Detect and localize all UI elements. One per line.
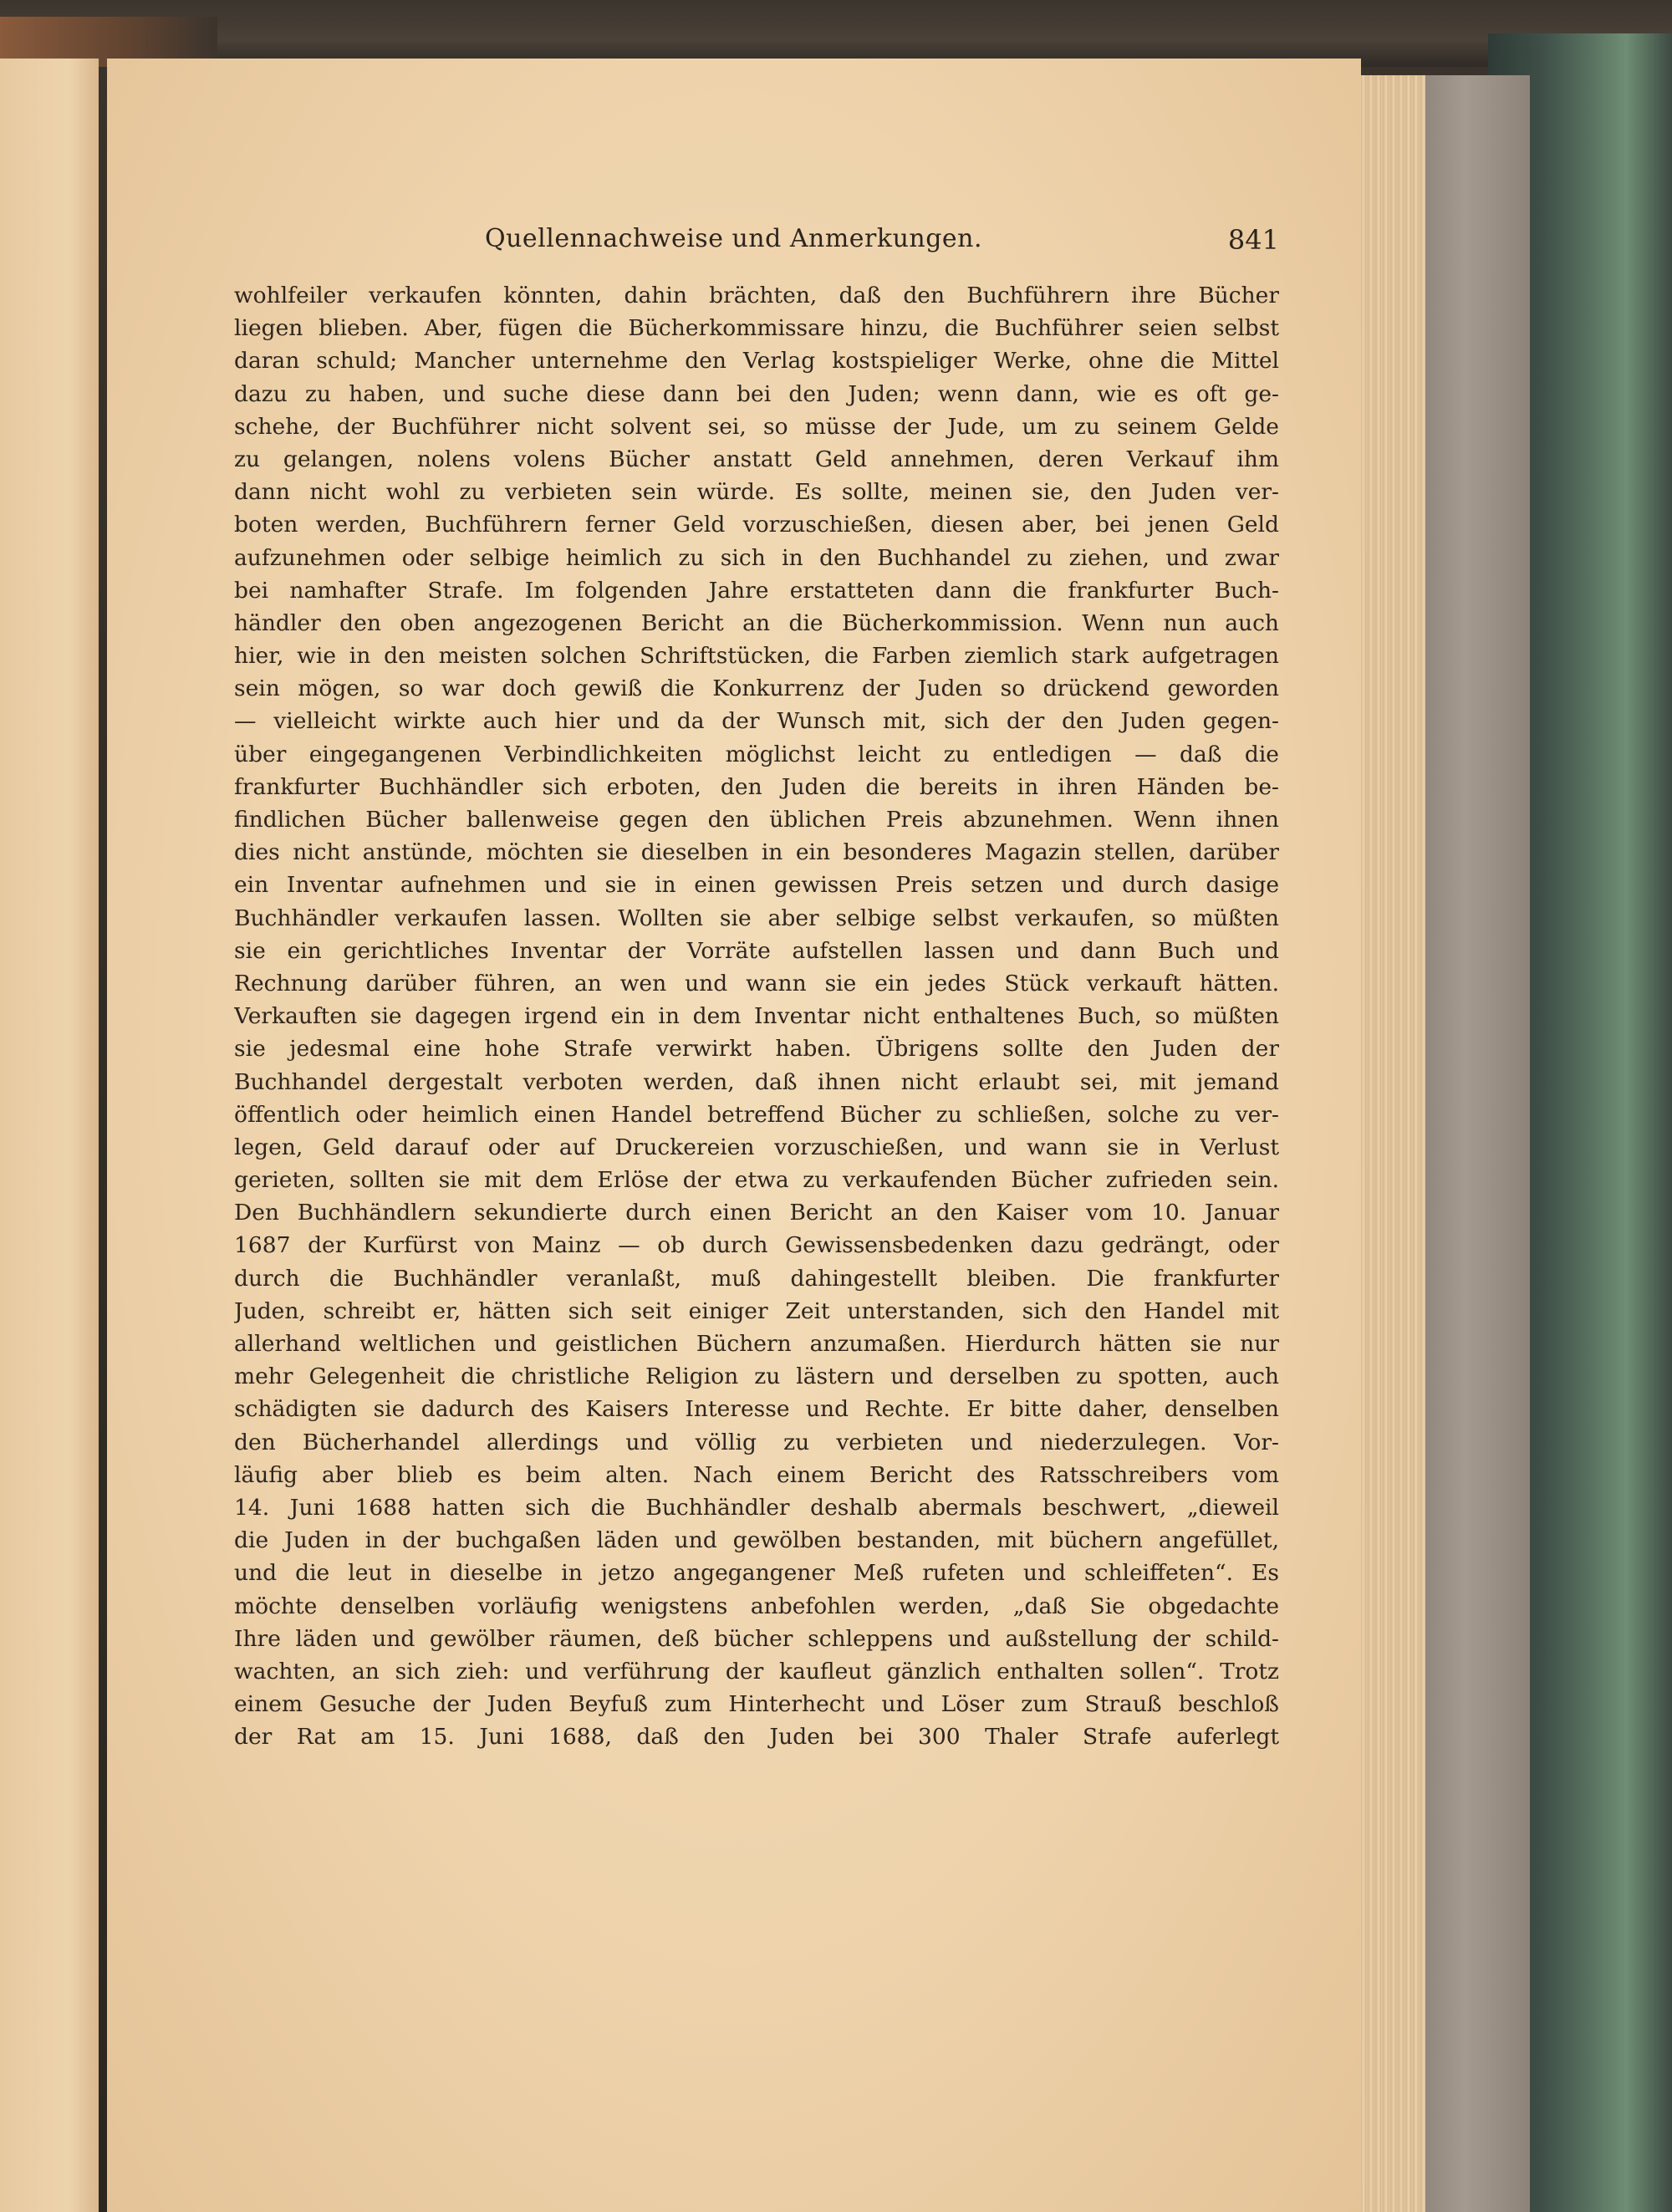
text-line: schehe, der Buchführer nicht solvent sei, so müsse der Jude, um zu seinem Gelde: [234, 413, 1279, 440]
text-line: bei namhafter Strafe. Im folgenden Jahre erstatteten dann die frankfurter Buch-: [234, 577, 1279, 604]
text-line: die Juden in der buchgaßen läden und gewölben bestanden, mit büchern angefüllet,: [234, 1527, 1279, 1554]
text-line: dazu zu haben, und suche diese dann bei den Juden; wenn dann, wie es oft ge-: [234, 380, 1279, 407]
book-page: [107, 59, 1361, 2212]
text-line: gerieten, sollten sie mit dem Erlöse der etwa zu verkaufenden Bücher zufrieden sein.: [234, 1167, 1279, 1194]
text-line: einem Gesuche der Juden Beyfuß zum Hinterhecht und Löser zum Strauß beschloß: [234, 1691, 1279, 1718]
text-line: läufig aber blieb es beim alten. Nach einem Bericht des Ratsschreibers vom: [234, 1461, 1279, 1488]
text-line: Den Buchhändlern sekundierte durch einen Bericht an den Kaiser vom 10. Januar: [234, 1200, 1279, 1226]
text-line: legen, Geld darauf oder auf Druckereien vorzuschießen, und wann sie in Verlust: [234, 1134, 1279, 1160]
text-line: der Rat am 15. Juni 1688, daß den Juden bei 300 Thaler Strafe auferlegt: [234, 1724, 1279, 1751]
page-number: 841: [1227, 224, 1279, 256]
page-content: [234, 224, 1279, 1753]
text-line: händler den oben angezogenen Bericht an die Bücherkommission. Wenn nun auch: [234, 609, 1279, 636]
text-line: sie jedesmal eine hohe Strafe verwirkt haben. Übrigens sollte den Juden der: [234, 1036, 1279, 1063]
text-line: möchte denselben vorläufig wenigstens anbefohlen werden, „daß Sie obgedachte: [234, 1593, 1279, 1619]
text-line: sein mögen, so war doch gewiß die Konkurrenz der Juden so drückend geworden: [234, 675, 1279, 702]
text-line: schädigten sie dadurch des Kaisers Interesse und Rechte. Er bitte daher, denselben: [234, 1396, 1279, 1423]
binding-top: [0, 0, 1672, 67]
text-line: hier, wie in den meisten solchen Schriftstücken, die Farben ziemlich stark aufgetragen: [234, 643, 1279, 670]
text-line: Juden, schreibt er, hätten sich seit einiger Zeit unterstanden, sich den Handel mit: [234, 1297, 1279, 1324]
text-line: 1687 der Kurfürst von Mainz — ob durch Gewissensbedenken dazu gedrängt, oder: [234, 1232, 1279, 1259]
text-line: Verkauften sie dagegen irgend ein in dem Inventar nicht enthaltenes Buch, so müßten: [234, 1003, 1279, 1030]
text-line: aufzunehmen oder selbige heimlich zu sich in den Buchhandel zu ziehen, und zwar: [234, 544, 1279, 571]
body-text: [234, 279, 1279, 1753]
text-line: findlichen Bücher ballenweise gegen den üblichen Preis abzunehmen. Wenn ihnen: [234, 807, 1279, 833]
text-line: Buchhandel dergestalt verboten werden, daß ihnen nicht erlaubt sei, mit jemand: [234, 1068, 1279, 1095]
text-line: sie ein gerichtliches Inventar der Vorräte aufstellen lassen und dann Buch und: [234, 937, 1279, 964]
text-line: dies nicht anstünde, möchten sie dieselben in ein besonderes Magazin stellen, darüber: [234, 839, 1279, 866]
text-line: und die leut in dieselbe in jetzo angegangener Meß rufeten und schleiffeten“. Es: [234, 1560, 1279, 1587]
text-line: allerhand weltlichen und geistlichen Büchern anzumaßen. Hierdurch hätten sie nur: [234, 1331, 1279, 1357]
running-head: [234, 224, 1279, 266]
text-line: Rechnung darüber führen, an wen und wann sie ein jedes Stück verkauft hätten.: [234, 970, 1279, 996]
endpaper-edge: [1421, 75, 1530, 2212]
text-line: zu gelangen, nolens volens Bücher anstatt Geld annehmen, deren Verkauf ihm: [234, 446, 1279, 472]
text-line: Ihre läden und gewölber räumen, deß bücher schleppens und außstellung der schild-: [234, 1625, 1279, 1652]
left-page-edge: [0, 59, 99, 2212]
text-line: den Bücherhandel allerdings und völlig zu verbieten und niederzulegen. Vor-: [234, 1429, 1279, 1455]
text-line: wohlfeiler verkaufen könnten, dahin brächten, daß den Buchführern ihre Bücher: [234, 283, 1279, 308]
text-line: frankfurter Buchhändler sich erboten, den Juden die bereits in ihren Händen be-: [234, 773, 1279, 800]
text-line: über eingegangenen Verbindlichkeiten möglichst leicht zu entledigen — daß die: [234, 741, 1279, 767]
text-line: ein Inventar aufnehmen und sie in einen gewissen Preis setzen und durch dasige: [234, 872, 1279, 899]
page-stack-edge: [1358, 75, 1425, 2212]
text-line: liegen blieben. Aber, fügen die Bücherkommissare hinzu, die Buchführer seien selbst: [234, 315, 1279, 342]
text-line: öffentlich oder heimlich einen Handel betreffend Bücher zu schließen, solche zu ver-: [234, 1101, 1279, 1128]
running-head-title: Quellennachweise und Anmerkungen.: [485, 224, 983, 253]
text-line: — vielleicht wirkte auch hier und da der Wunsch mit, sich der den Juden gegen-: [234, 708, 1279, 735]
text-line: 14. Juni 1688 hatten sich die Buchhändler deshalb abermals beschwert, „dieweil: [234, 1494, 1279, 1521]
text-line: dann nicht wohl zu verbieten sein würde. Es sollte, meinen sie, den Juden ver-: [234, 479, 1279, 506]
text-line: daran schuld; Mancher unternehme den Verlag kostspieliger Werke, ohne die Mittel: [234, 348, 1279, 375]
text-line: durch die Buchhändler veranlaßt, muß dahingestellt bleiben. Die frankfurter: [234, 1265, 1279, 1292]
text-line: wachten, an sich zieh: und verführung der kaufleut gänzlich enthalten sollen“. Trotz: [234, 1658, 1279, 1684]
text-line: mehr Gelegenheit die christliche Religion zu lästern und derselben zu spotten, auch: [234, 1363, 1279, 1390]
text-line: Buchhändler verkaufen lassen. Wollten sie aber selbige selbst verkaufen, so müßten: [234, 905, 1279, 931]
text-line: boten werden, Buchführern ferner Geld vorzuschießen, diesen aber, bei jenen Geld: [234, 512, 1279, 538]
